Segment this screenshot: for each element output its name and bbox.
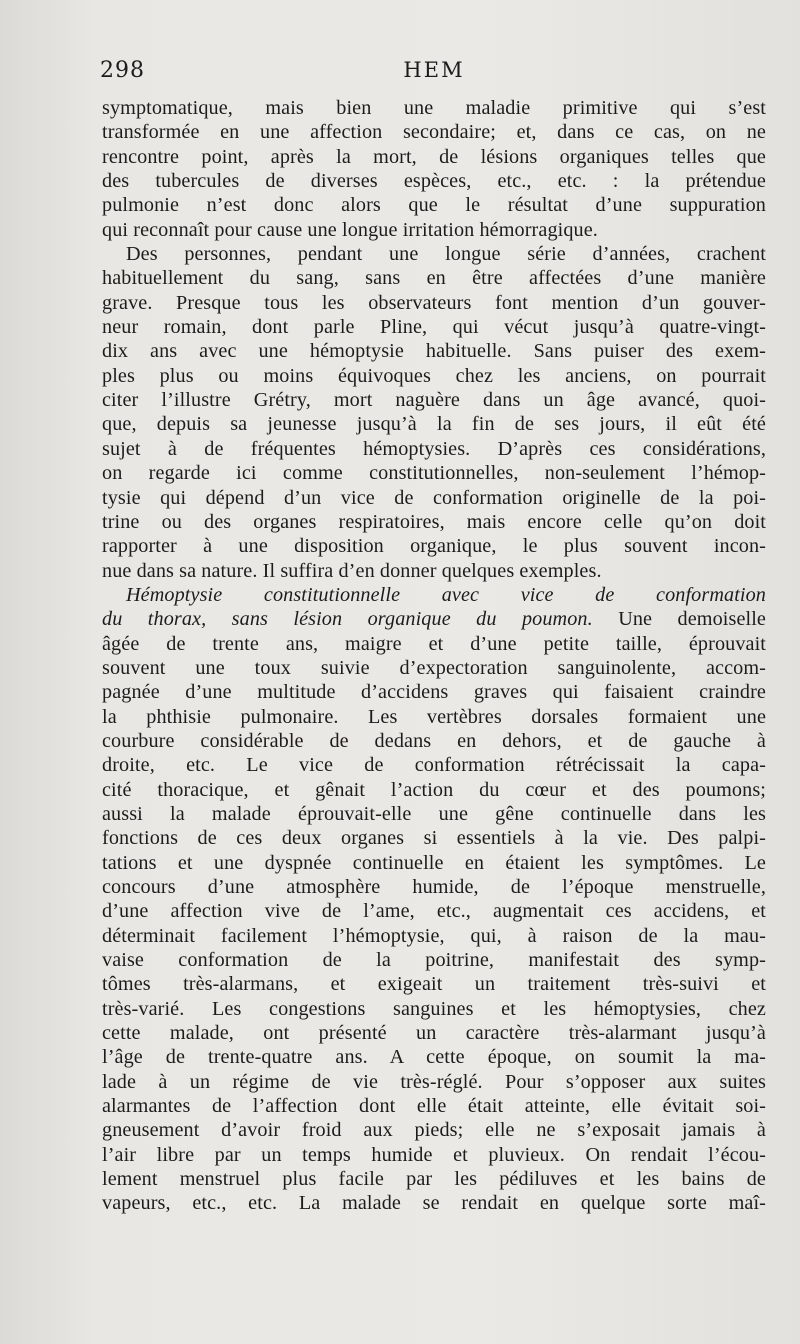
text-line: des tubercules de diverses espèces, etc., etc. : la prétendue: [102, 170, 766, 193]
text-line: lement menstruel plus facile par les pédiluves et les bains de: [102, 1168, 766, 1191]
text-line: grave. Presque tous les observateurs font mention d’un gouver-: [102, 291, 766, 314]
text-line: pulmonie n’est donc alors que le résultat d’une suppuration: [102, 194, 766, 217]
lead-text: Une demoiselle: [618, 608, 766, 631]
text-line: cité thoracique, et gênait l’action du cœur et des poumons;: [102, 778, 766, 801]
text-line: pagnée d’une multitude d’accidens graves qui faisaient craindre: [102, 681, 766, 704]
section-heading-line: du thorax, sans lésion organique du poumon.: [102, 608, 593, 631]
running-head: [102, 58, 766, 96]
text-line: dix ans avec une hémoptysie habituelle. Sans puiser des exem-: [102, 340, 766, 363]
text-line: vapeurs, etc., etc. La malade se rendait en quelque sorte maî-: [102, 1192, 766, 1215]
text-line: ples plus ou moins équivoques chez les anciens, on pourrait: [102, 364, 766, 387]
text-line: rencontre point, après la mort, de lésions organiques telles que: [102, 145, 766, 168]
text-line: vaise conformation de la poitrine, manifestait des symp-: [102, 949, 766, 972]
text-line: citer l’illustre Grétry, mort naguère dans un âge avancé, quoi-: [102, 389, 766, 412]
text-line: que, depuis sa jeunesse jusqu’à la fin de ses jours, il eût été: [102, 413, 766, 436]
text-line: on regarde ici comme constitutionnelles, non-seulement l’hémop-: [102, 462, 766, 485]
text-line: alarmantes de l’affection dont elle était atteinte, elle évitait soi-: [102, 1095, 766, 1118]
text-line: d’une affection vive de l’ame, etc., augmentait ces accidens, et: [102, 900, 766, 923]
text-line: très-varié. Les congestions sanguines et les hémoptysies, chez: [102, 997, 766, 1020]
text-line: gneusement d’avoir froid aux pieds; elle ne s’exposait jamais à: [102, 1119, 766, 1142]
text-line: lade à un régime de vie très-réglé. Pour s’opposer aux suites: [102, 1070, 766, 1093]
text-line: fonctions de ces deux organes si essentiels à la vie. Des palpi-: [102, 827, 766, 850]
text-line: souvent une toux suivie d’expectoration sanguinolente, accom-: [102, 656, 766, 679]
text-line: cette malade, ont présenté un caractère très-alarmant jusqu’à: [102, 1022, 766, 1045]
text-line: déterminait facilement l’hémoptysie, qui, à raison de la mau-: [102, 924, 766, 947]
text-line: rapporter à une disposition organique, le plus souvent incon-: [102, 535, 766, 558]
page-number: 298: [100, 58, 145, 83]
text-line: courbure considérable de dedans en dehors, et de gauche à: [102, 729, 766, 752]
text-line: Des personnes, pendant une longue série d’années, crachent: [126, 243, 766, 266]
text-line: l’air libre par un temps humide et pluvieux. On rendait l’écou-: [102, 1143, 766, 1166]
section-heading-line: Hémoptysie constitutionnelle avec vice de conformation: [126, 583, 766, 606]
text-line: tômes très-alarmans, et exigeait un traitement très-suivi et: [102, 973, 766, 996]
text-line: trine ou des organes respiratoires, mais encore celle qu’on doit: [102, 510, 766, 533]
text-line: qui reconnaît pour cause une longue irritation hémorragique.: [102, 218, 598, 241]
text-line: sujet à de fréquentes hémoptysies. D’après ces considérations,: [102, 437, 766, 460]
text-line: symptomatique, mais bien une maladie primitive qui s’est: [102, 97, 766, 119]
text-line: concours d’une atmosphère humide, de l’époque menstruelle,: [102, 876, 766, 898]
text-line: nue dans sa nature. Il suffira d’en donner quelques exemples.: [102, 559, 602, 582]
text-line: la phthisie pulmonaire. Les vertèbres dorsales formaient une: [102, 705, 766, 728]
text-line: aussi la malade éprouvait-elle une gêne continuelle dans les: [102, 802, 766, 825]
text-line: habituellement du sang, sans en être affectées d’une manière: [102, 267, 766, 290]
header-title: HEM: [403, 58, 465, 82]
body-text: [102, 96, 766, 1216]
text-line: neur romain, dont parle Pline, qui vécut jusqu’à quatre-vingt-: [102, 316, 766, 339]
text-line: [102, 607, 766, 631]
text-line: tysie qui dépend d’un vice de conformation originelle de la poi-: [102, 486, 766, 509]
text-line: âgée de trente ans, maigre et d’une petite taille, éprouvait: [102, 632, 766, 655]
text-line: transformée en une affection secondaire; et, dans ce cas, on ne: [102, 121, 766, 144]
text-line: l’âge de trente-quatre ans. A cette époque, on soumit la ma-: [102, 1046, 766, 1069]
text-line: droite, etc. Le vice de conformation rétrécissait la capa-: [102, 754, 766, 777]
text-line: tations et une dyspnée continuelle en étaient les symptômes. Le: [102, 851, 766, 874]
